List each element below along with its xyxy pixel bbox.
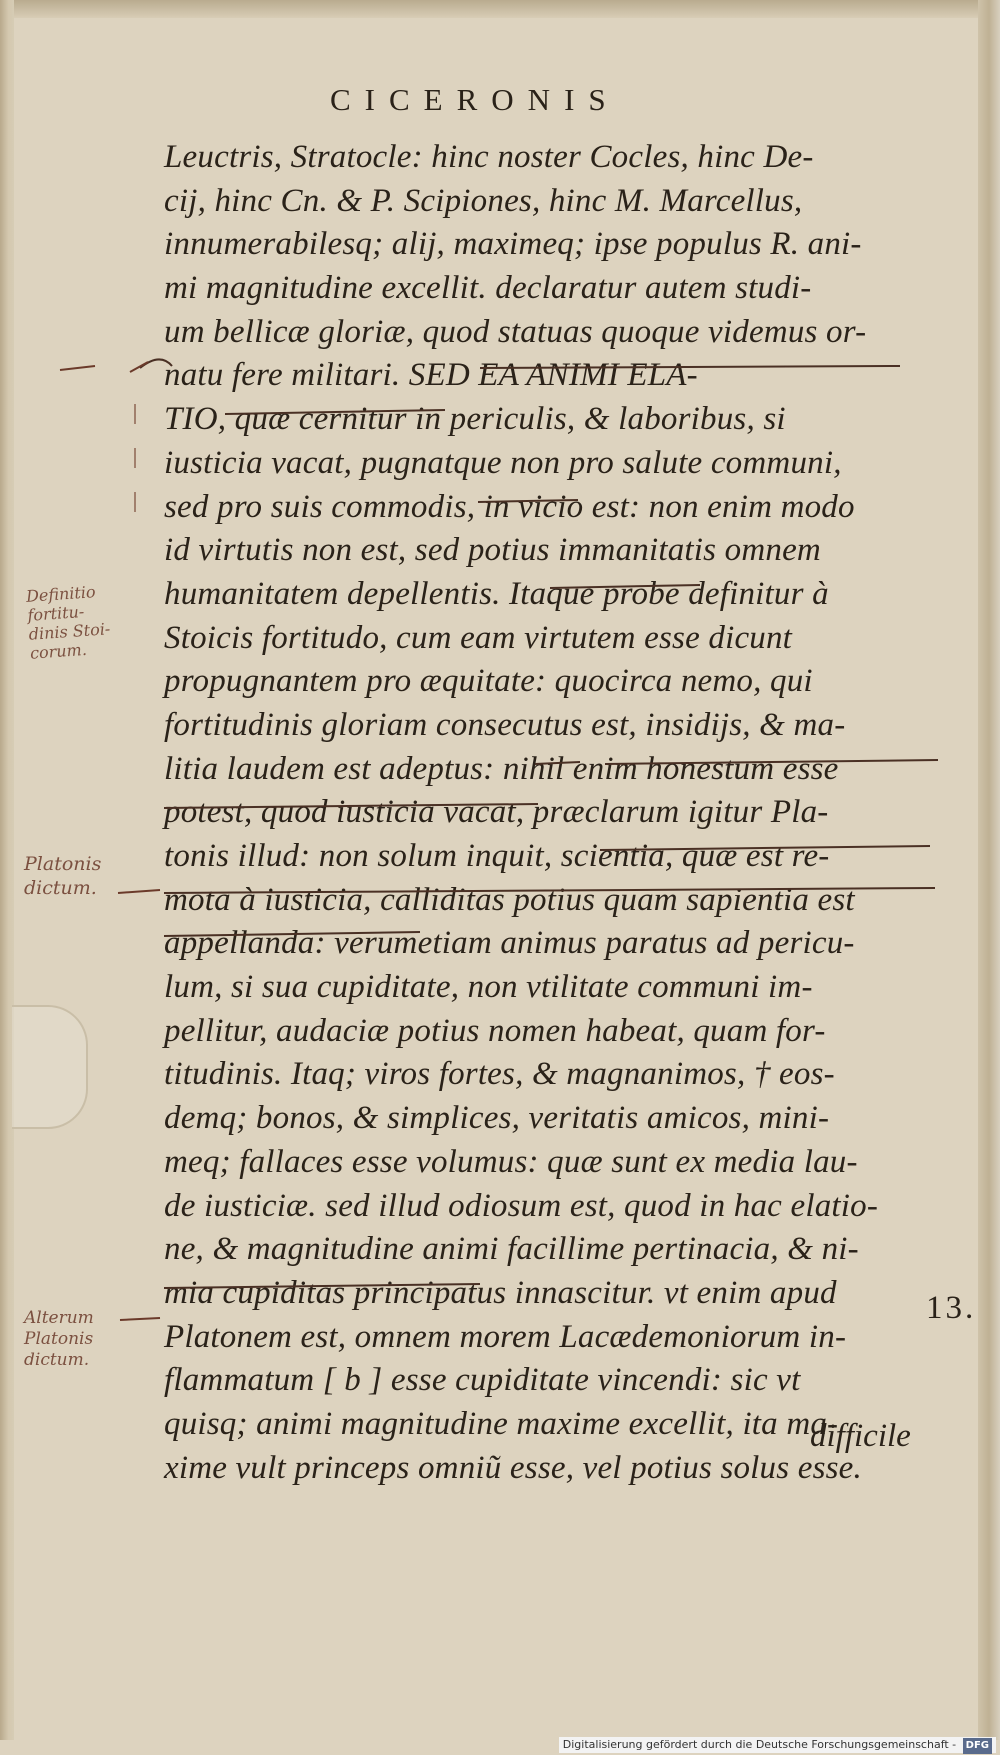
- pointer-mark: [120, 1318, 160, 1320]
- underline-mark: [225, 410, 445, 414]
- running-head: CICERONIS: [330, 82, 620, 117]
- text-line: sed pro suis commodis, in vicio est: non enim modo: [164, 488, 855, 525]
- text-line: innumerabilesq; alij, maximeq; ipse populus R. ani-: [164, 226, 862, 263]
- text-line: appellanda: verumetiam animus paratus ad pericu-: [164, 925, 855, 962]
- marginal-note-line: dictum.: [24, 1350, 90, 1370]
- underline-mark: [605, 760, 938, 764]
- text-line: de iusticiæ. sed illud odiosum est, quod in hac elatio-: [164, 1187, 879, 1224]
- underline-mark: [600, 846, 930, 850]
- text-line: mi magnitudine excellit. declaratur autem studi-: [164, 270, 812, 307]
- text-line: iusticia vacat, pugnatque non pro salute communi,: [164, 444, 842, 481]
- text-line: mia cupiditas principatus innascitur. vt enim apud: [164, 1274, 837, 1311]
- text-line: litia laudem est adeptus: nihil enim honestum esse: [164, 750, 839, 787]
- text-line: mota à iusticia, calliditas potius quam sapientia est: [164, 881, 855, 918]
- marginal-note-line: Platonis: [24, 1329, 94, 1349]
- text-line: lum, si sua cupiditate, non vtilitate communi im-: [164, 969, 813, 1006]
- text-line: potest, quod iusticia vacat, præclarum igitur Pla-: [164, 794, 829, 831]
- underline-mark: [535, 762, 580, 764]
- text-line: natu fere militari. SED EA ANIMI ELA-: [164, 357, 698, 394]
- underline-mark: [164, 932, 420, 936]
- pointer-mark: [118, 890, 160, 893]
- underline-mark: [478, 500, 578, 502]
- marginal-note-line: dictum.: [24, 877, 97, 899]
- marginal-note-line: Definitio: [25, 582, 97, 606]
- text-line: xime vult princeps omniũ esse, vel potius solus esse.: [164, 1449, 862, 1486]
- text-line: humanitatem depellentis. Itaque probe definitur à: [164, 575, 829, 612]
- marginal-note-line: corum.: [29, 639, 88, 663]
- text-line: tonis illud: non solum inquit, scientia, quæ est re-: [164, 838, 830, 874]
- text-line: flammatum [ b ] esse cupiditate vincendi: sic vt: [164, 1362, 801, 1399]
- text-line: titudinis. Itaq; viros fortes, & magnanimos, † eos-: [164, 1056, 835, 1093]
- credit-text: Digitalisierung gefördert durch die Deutsche Forschungsgemeinschaft -: [562, 1738, 957, 1751]
- digitization-credit: [559, 1737, 996, 1753]
- text-line: Leuctris, Stratocle: hinc noster Cocles, hinc De-: [164, 139, 814, 175]
- underline-mark: [550, 585, 700, 588]
- text-line: quisq; animi magnitudine maxime excellit, ita ma-: [164, 1405, 839, 1442]
- catchword: difficile: [810, 1418, 911, 1454]
- text-line: meq; fallaces esse volumus: quæ sunt ex media lau-: [164, 1143, 858, 1180]
- marginal-note-line: dinis Stoi-: [28, 619, 111, 644]
- text-line: id virtutis non est, sed potius immanitatis omnem: [164, 532, 821, 569]
- dfg-logo: DFG: [963, 1738, 992, 1754]
- marginal-note-line: Platonis: [24, 853, 102, 875]
- text-line: demq; bonos, & simplices, veritatis amicos, mini-: [164, 1100, 830, 1137]
- text-line: um bellicæ gloriæ, quod statuas quoque videmus or-: [164, 313, 867, 350]
- marginal-note-line: fortitu-: [26, 601, 85, 625]
- underline-mark: [164, 1284, 480, 1288]
- text-line: fortitudinis gloriam consecutus est, insidijs, & ma-: [164, 706, 846, 743]
- text-line: TIO, quæ cernitur in periculis, & laboribus, si: [164, 401, 786, 438]
- underline-mark: [164, 888, 935, 893]
- underline-mark: [164, 804, 538, 808]
- pointer-mark: [60, 362, 148, 372]
- marginal-note-line: Alterum: [24, 1308, 94, 1328]
- text-line: cij, hinc Cn. & P. Scipiones, hinc M. Marcellus,: [164, 182, 803, 219]
- text-line: ne, & magnitudine animi facillime pertinacia, & ni-: [164, 1231, 859, 1268]
- margin-number: 13.: [926, 1290, 977, 1326]
- text-line: pellitur, audaciæ potius nomen habeat, quam for-: [164, 1012, 826, 1049]
- underline-mark: [480, 366, 900, 368]
- text-line: Stoicis fortitudo, cum eam virtutem esse dicunt: [164, 619, 793, 656]
- text-line: propugnantem pro æquitate: quocirca nemo, qui: [164, 663, 813, 700]
- text-line: Platonem est, omnem morem Lacædemoniorum in-: [164, 1318, 847, 1355]
